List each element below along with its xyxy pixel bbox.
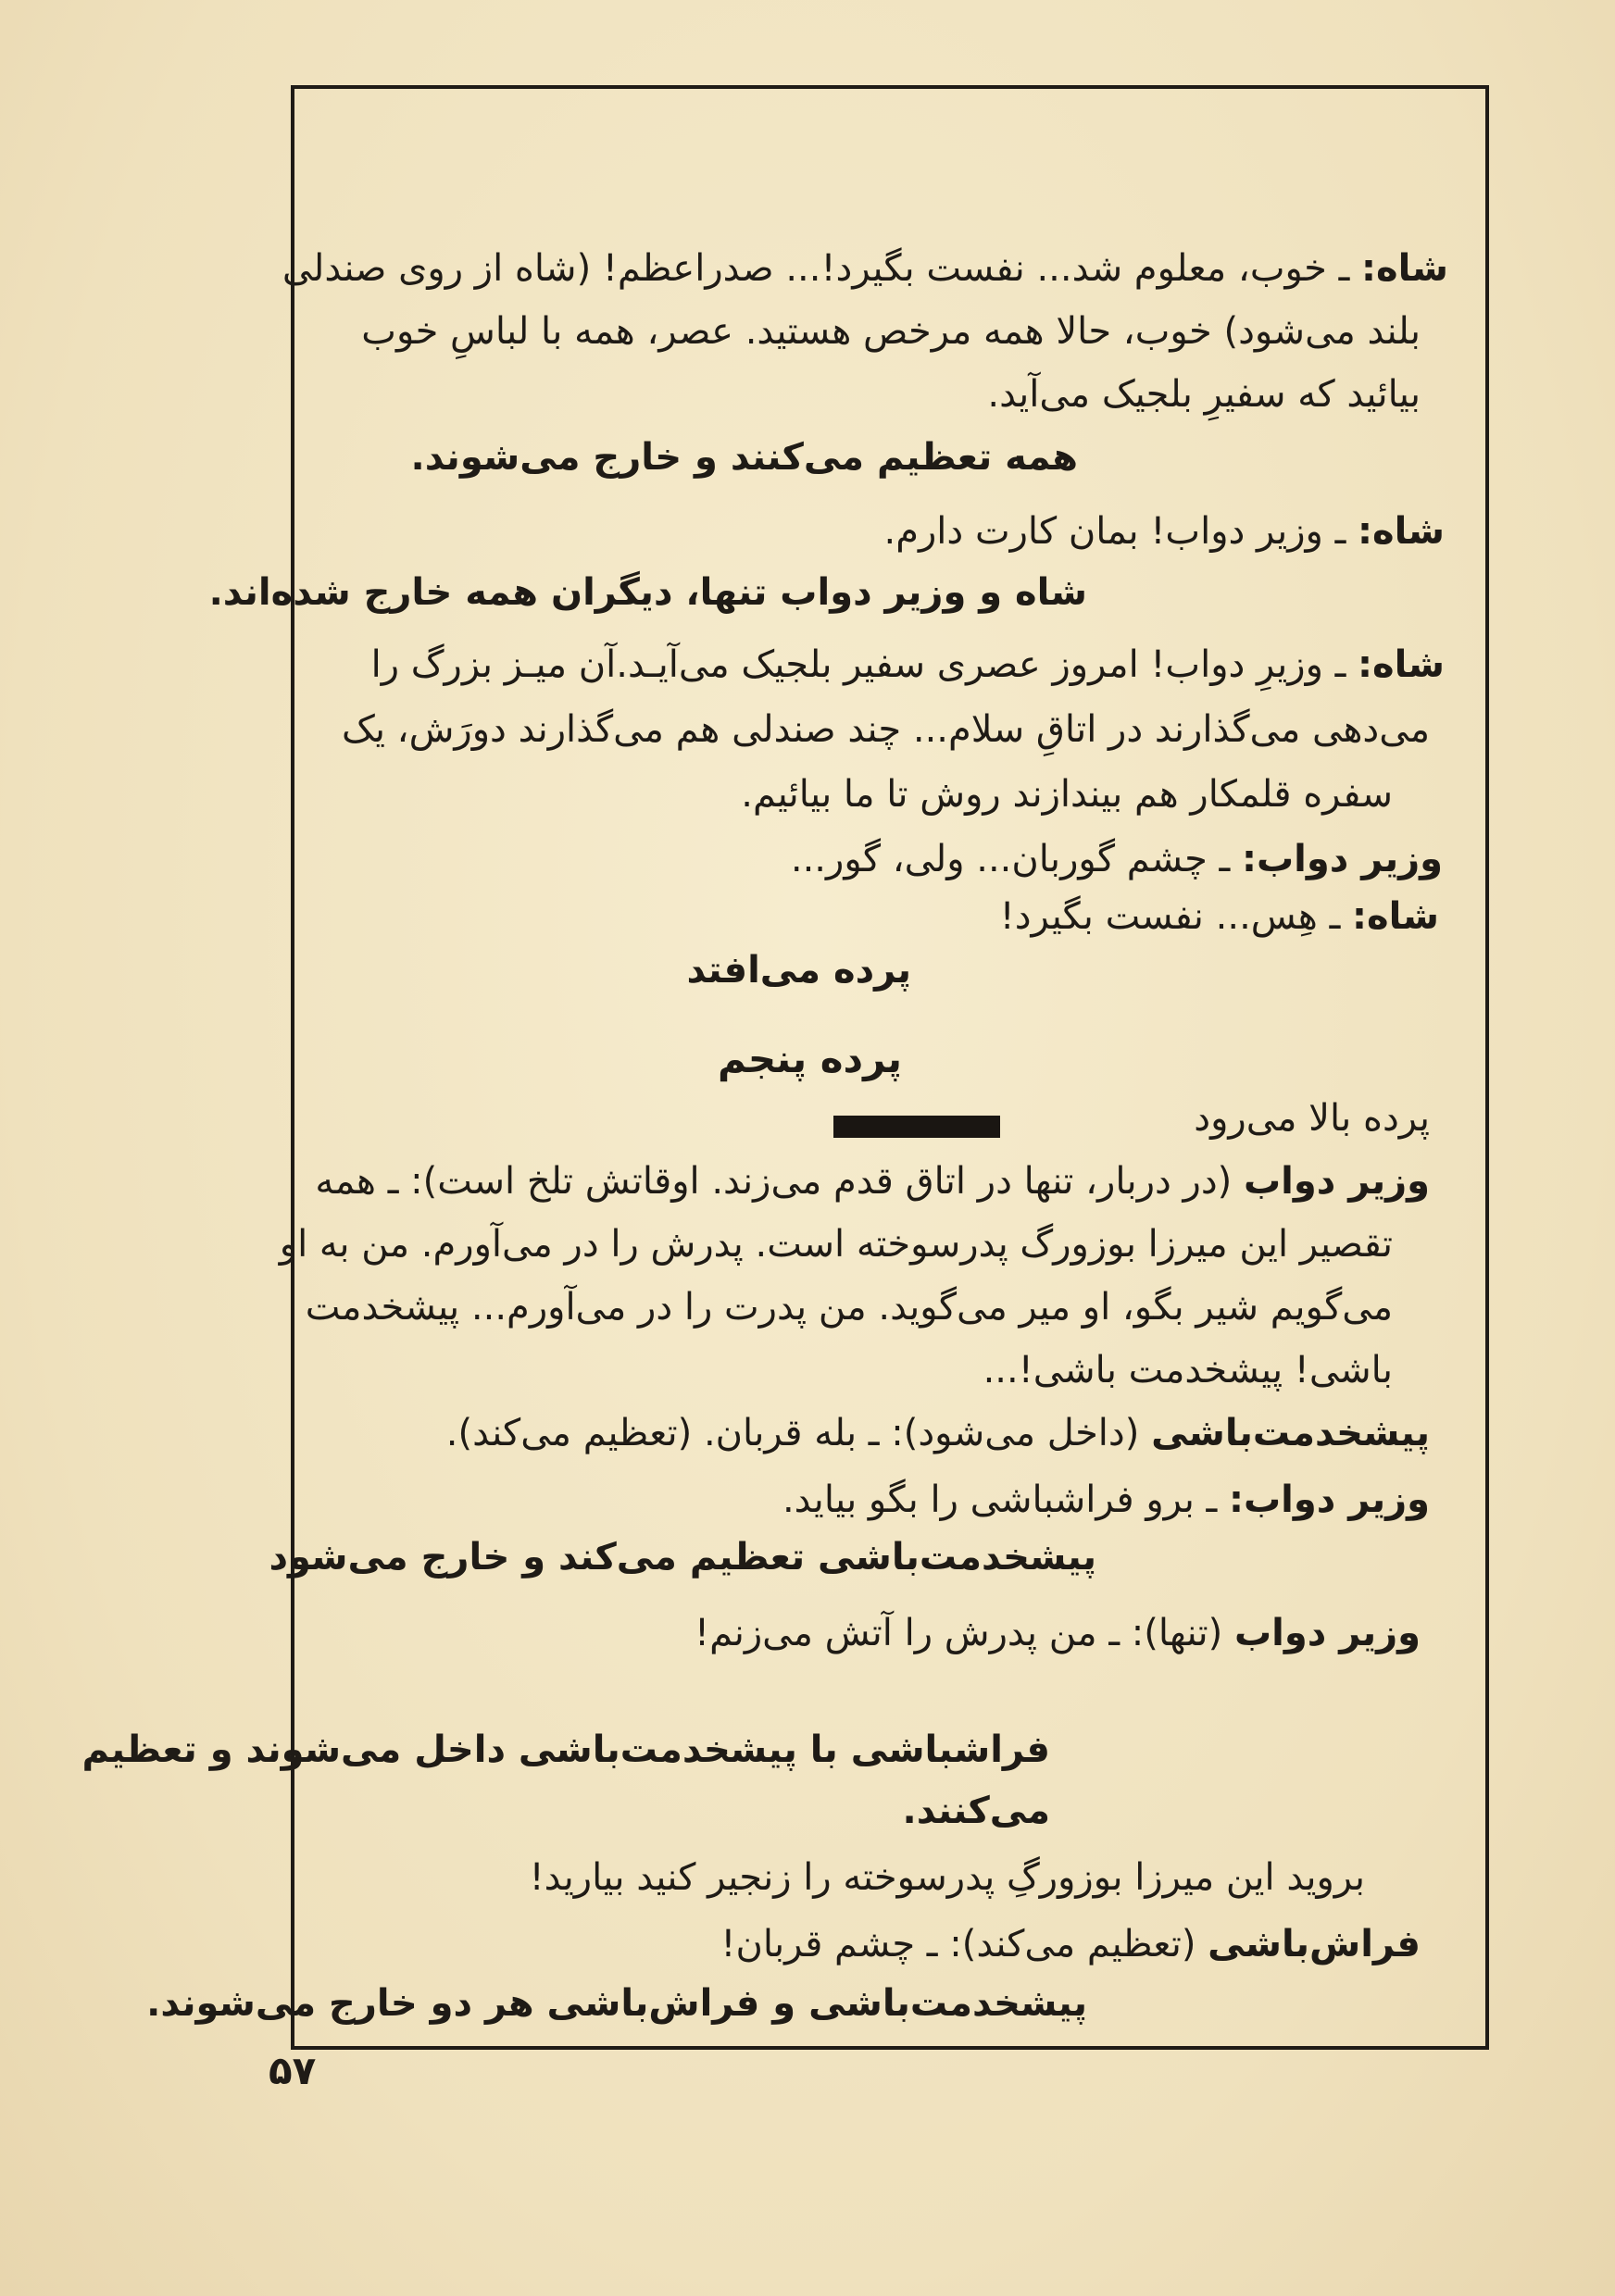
stage-direction-1: همه تعظیم می‌کنند و خارج می‌شوند. (410, 436, 1078, 479)
line-text: (داخل می‌شود): ـ بله قربان. (تعظیم می‌کند). (445, 1412, 1152, 1454)
line-17: می‌گویم شیر بگو، او میر می‌گوید. من پدرت را در می‌آورم... پیشخدمت (305, 1286, 1393, 1329)
act-title: پرده پنجم (718, 1036, 902, 1081)
stage-direction-4a: فراشباشی با پیشخدمت‌باشی داخل می‌شوند و تعظیم (81, 1728, 1050, 1771)
curtain-rises: پرده بالا می‌رود (1194, 1097, 1430, 1140)
speaker-name: شاه: (1358, 643, 1445, 686)
line-text: ـ خوب، معلوم شد... نفست بگیرد!... صدراعظم! (شاه از روی صندلی (282, 247, 1362, 290)
stage-direction-4b: می‌کنند. (902, 1790, 1050, 1832)
line-text: ـ وزیر دواب! بمان کارت دارم. (883, 510, 1358, 553)
page-number: ۵۷ (269, 2048, 317, 2093)
line-8: می‌دهی می‌گذارند در اتاقِ سلام... چند صندلی هم می‌گذارند دورَش، یک (342, 708, 1430, 751)
line-19 (446, 1407, 1430, 1459)
stage-direction-5: پیشخدمت‌باشی و فراش‌باشی هر دو خارج می‌شوند. (146, 1982, 1087, 2025)
line-7 (371, 639, 1445, 691)
line-text: (در دربار، تنها در اتاق قدم می‌زند. اوقاتش تلخ است): ـ همه (315, 1160, 1244, 1203)
curtain-falls: پرده می‌افتد (686, 949, 911, 992)
stage-direction-2: شاه و وزیر دواب تنها، دیگران همه خارج شده‌اند. (208, 571, 1087, 614)
line-text: ـ هِس... نفست بگیرد! (999, 895, 1353, 938)
line-18: باشی! پیشخدمت باشی!... (983, 1349, 1393, 1391)
line-20 (782, 1474, 1430, 1526)
speaker-name: وزیر دواب: (1228, 1479, 1430, 1521)
line-1 (282, 243, 1448, 294)
line-2: بلند می‌شود) خوب، حالا همه مرخص هستید. عصر، همه با لباسِ خوب (361, 310, 1421, 353)
speaker-name: وزیر دواب (1233, 1612, 1421, 1654)
speaker-name: پیشخدمت‌باشی (1151, 1412, 1430, 1454)
line-11 (1000, 891, 1439, 942)
line-9: سفره قلمکار هم بیندازند روش تا ما بیائیم. (741, 773, 1393, 816)
stage-direction-3: پیشخدمت‌باشی تعظیم می‌کند و خارج می‌شود (269, 1536, 1096, 1578)
line-15 (315, 1155, 1430, 1207)
line-26 (720, 1918, 1421, 1970)
speaker-name: فراش‌باشی (1208, 1923, 1421, 1965)
title-underline-bar (833, 1116, 1000, 1138)
line-16: تقصیر این میرزا بوزورگ پدرسوخته است. پدرش را در می‌آورم. من به او (279, 1223, 1393, 1266)
speaker-name: شاه: (1352, 895, 1439, 938)
line-text: ـ وزیرِ دواب! امروز عصری سفیر بلجیک می‌آیـد.آن میـز بزرگ را (370, 643, 1358, 686)
speaker-name: شاه: (1361, 247, 1448, 290)
line-text: (تنها): ـ من پدرش را آتش می‌زنم! (695, 1612, 1234, 1654)
line-text: ـ چشم گوربان... ولی، گور... (790, 838, 1242, 880)
line-10 (791, 833, 1443, 885)
speaker-name: وزیر دواب (1243, 1160, 1430, 1203)
line-text: (تعظیم می‌کند): ـ چشم قربان! (720, 1923, 1208, 1965)
line-3: بیائید که سفیرِ بلجیک می‌آید. (987, 373, 1421, 416)
speaker-name: وزیر دواب: (1241, 838, 1443, 880)
speaker-name: شاه: (1358, 510, 1445, 553)
line-22 (695, 1607, 1421, 1659)
line-text: ـ برو فراشباشی را بگو بیاید. (782, 1479, 1229, 1521)
line-25: بروید این میرزا بوزورگِ پدرسوخته را زنجیر کنید بیارید! (529, 1856, 1365, 1899)
line-5 (884, 505, 1446, 557)
